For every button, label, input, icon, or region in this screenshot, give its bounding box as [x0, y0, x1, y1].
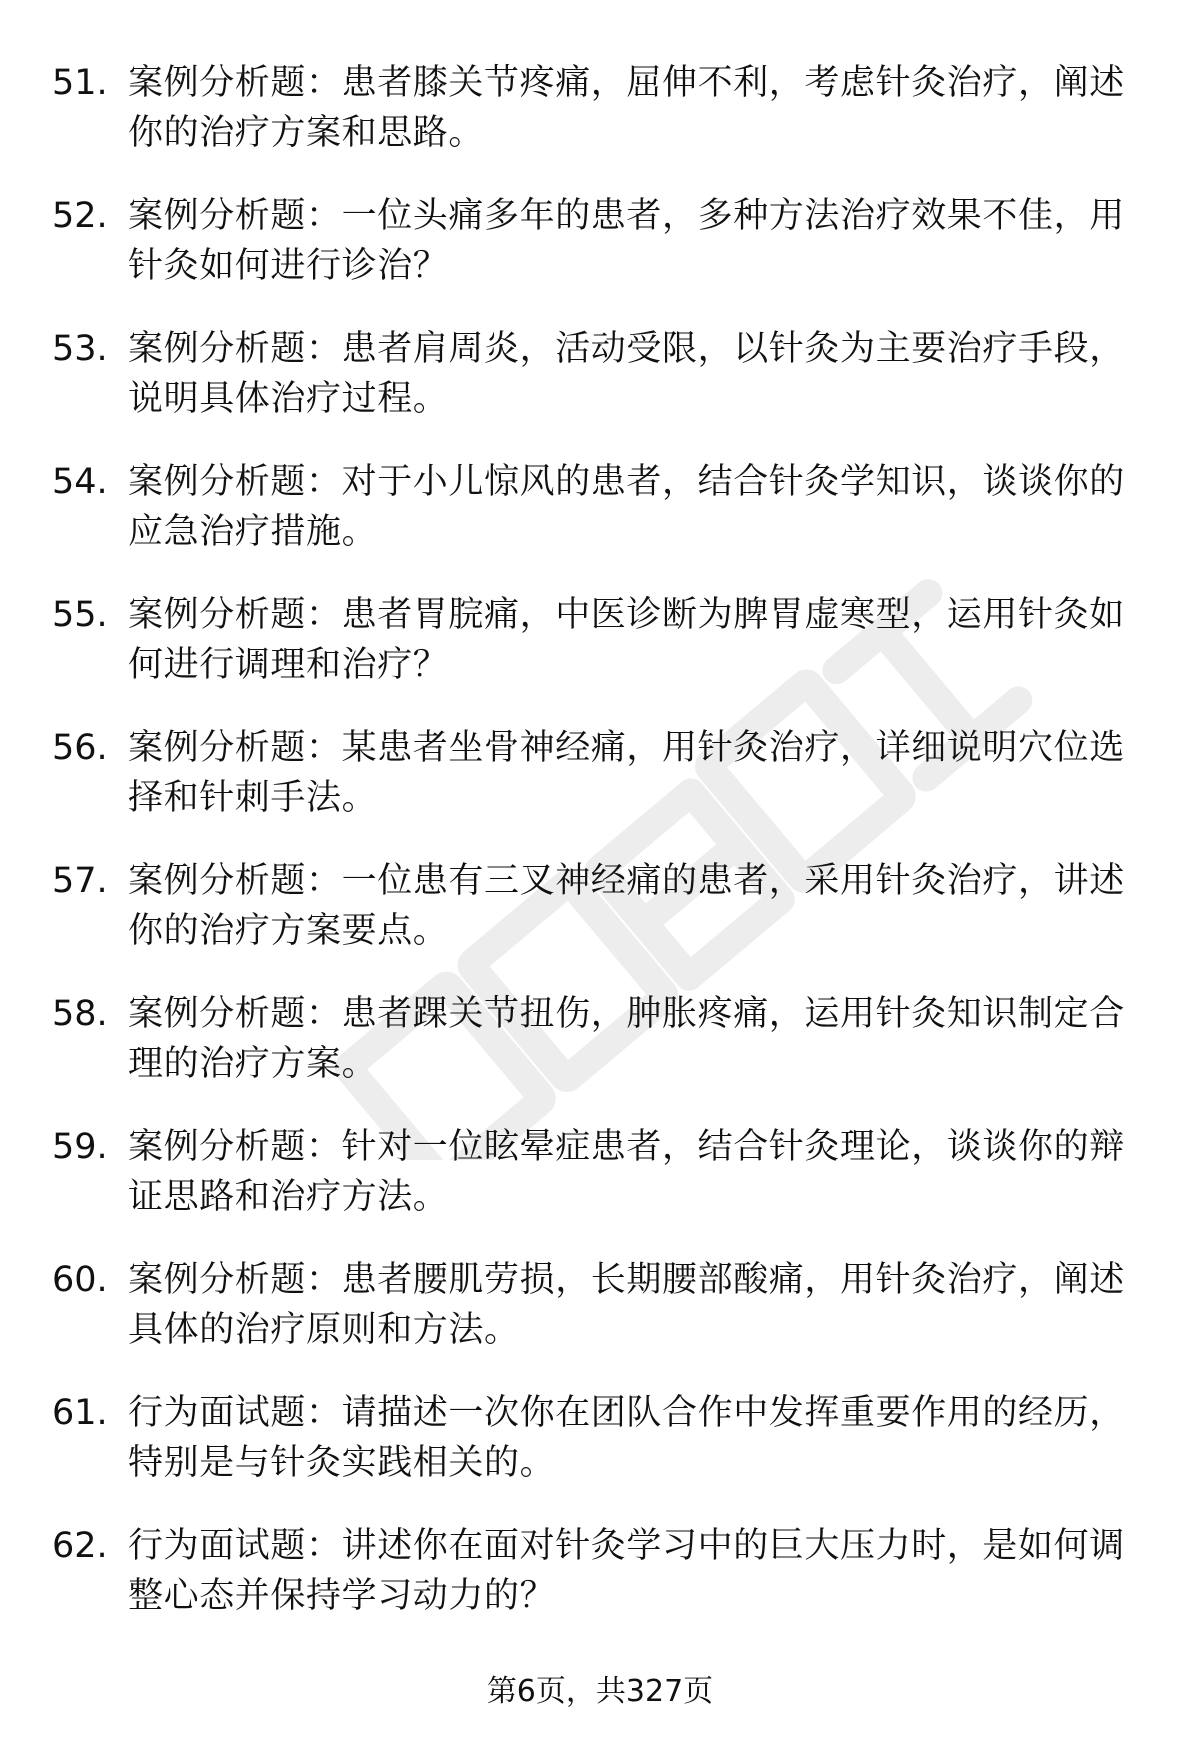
question-line: 择和针刺手法。 — [128, 778, 378, 818]
question-text — [128, 58, 1142, 158]
question-line: 行为面试题：请描述一次你在团队合作中发挥重要作用的经历， — [128, 1393, 1125, 1433]
question-number: 58. — [52, 994, 108, 1034]
question-text — [128, 856, 1142, 956]
question-line: 案例分析题：患者膝关节疼痛，屈伸不利，考虑针灸治疗，阐述 — [128, 63, 1125, 103]
question-text — [128, 1521, 1142, 1621]
question-text — [128, 590, 1142, 690]
question-line: 理的治疗方案。 — [128, 1044, 378, 1084]
question-item — [52, 723, 1142, 856]
question-line: 案例分析题：对于小儿惊风的患者，结合针灸学知识，谈谈你的 — [128, 462, 1125, 502]
question-item — [52, 324, 1142, 457]
question-line: 说明具体治疗过程。 — [128, 379, 449, 419]
question-line: 具体的治疗原则和方法。 — [128, 1310, 520, 1350]
question-line: 案例分析题：患者胃脘痛，中医诊断为脾胃虚寒型，运用针灸如 — [128, 595, 1125, 635]
question-line: 何进行调理和治疗？ — [128, 645, 449, 685]
question-line: 证思路和治疗方法。 — [128, 1177, 449, 1217]
question-line: 案例分析题：针对一位眩晕症患者，结合针灸理论，谈谈你的辩 — [128, 1127, 1125, 1167]
question-number: 51. — [52, 63, 108, 103]
question-line: 案例分析题：某患者坐骨神经痛，用针灸治疗，详细说明穴位选 — [128, 728, 1125, 768]
question-item — [52, 856, 1142, 989]
question-number: 54. — [52, 462, 108, 502]
question-number: 62. — [52, 1526, 108, 1566]
question-text — [128, 1255, 1142, 1355]
question-line: 案例分析题：一位患有三叉神经痛的患者，采用针灸治疗，讲述 — [128, 861, 1125, 901]
question-line: 你的治疗方案和思路。 — [128, 113, 485, 153]
question-text — [128, 324, 1142, 424]
question-number: 52. — [52, 196, 108, 236]
question-number: 60. — [52, 1260, 108, 1300]
question-line: 行为面试题：讲述你在面对针灸学习中的巨大压力时，是如何调 — [128, 1526, 1125, 1566]
question-item — [52, 590, 1142, 723]
question-number: 59. — [52, 1127, 108, 1167]
question-number: 61. — [52, 1393, 108, 1433]
question-text — [128, 1122, 1142, 1222]
question-item — [52, 1122, 1142, 1255]
question-line: 案例分析题：患者肩周炎，活动受限，以针灸为主要治疗手段， — [128, 329, 1125, 369]
question-item — [52, 1521, 1142, 1654]
question-number: 57. — [52, 861, 108, 901]
question-line: 案例分析题：一位头痛多年的患者，多种方法治疗效果不佳，用 — [128, 196, 1125, 236]
question-item — [52, 1388, 1142, 1521]
question-item — [52, 191, 1142, 324]
question-item — [52, 989, 1142, 1122]
question-line: 针灸如何进行诊治？ — [128, 246, 449, 286]
question-line: 应急治疗措施。 — [128, 512, 378, 552]
question-line: 案例分析题：患者踝关节扭伤，肿胀疼痛，运用针灸知识制定合 — [128, 994, 1125, 1034]
question-item — [52, 457, 1142, 590]
question-line: 特别是与针灸实践相关的。 — [128, 1443, 556, 1483]
question-line: 你的治疗方案要点。 — [128, 911, 449, 951]
question-line: 整心态并保持学习动力的？ — [128, 1576, 556, 1616]
question-number: 55. — [52, 595, 108, 635]
question-line: 案例分析题：患者腰肌劳损，长期腰部酸痛，用针灸治疗，阐述 — [128, 1260, 1125, 1300]
page-number: 第6页，共327页 — [486, 1674, 714, 1709]
question-text — [128, 1388, 1142, 1488]
question-list — [52, 58, 1142, 1654]
question-text — [128, 457, 1142, 557]
question-number: 56. — [52, 728, 108, 768]
question-text — [128, 191, 1142, 291]
question-item — [52, 58, 1142, 191]
question-number: 53. — [52, 329, 108, 369]
question-text — [128, 989, 1142, 1089]
question-text — [128, 723, 1142, 823]
question-item — [52, 1255, 1142, 1388]
